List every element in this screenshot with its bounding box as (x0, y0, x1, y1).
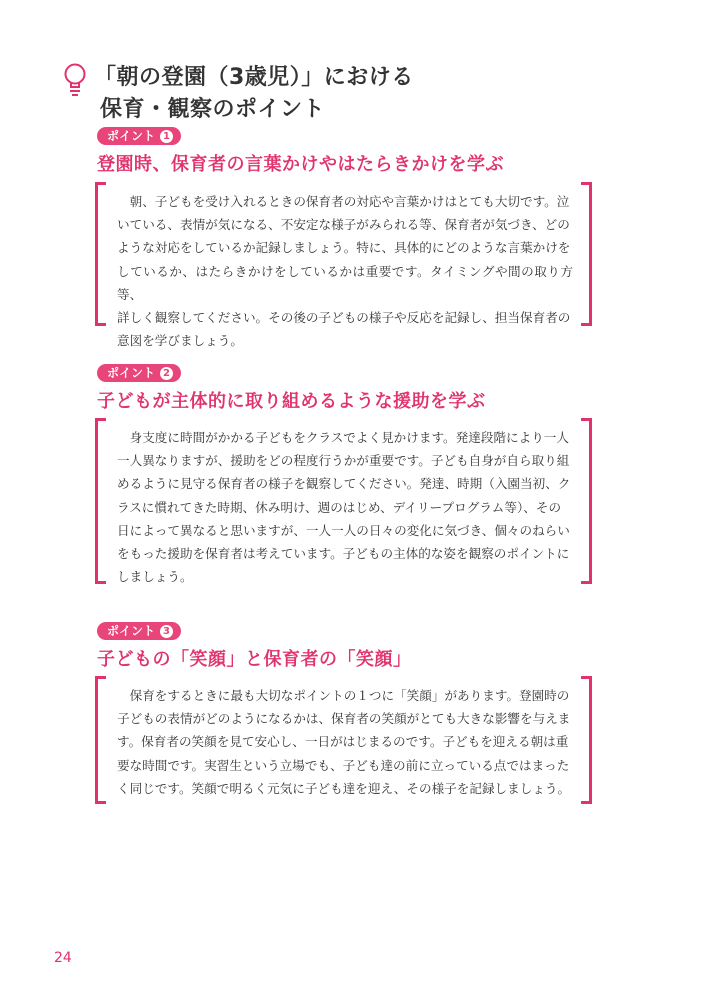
bracket-left-2 (95, 418, 106, 584)
body-line: ような対応をしているか記録しましょう。特に、具体的にどのような言葉かけを (117, 240, 571, 256)
body-line: 要な時間です。実習生という立場でも、子ども達の前に立っている点ではまった (117, 757, 570, 773)
body-line: しているか、はたらきかけをしているかは重要です。タイミングや間の取り方等、 (117, 263, 573, 302)
body-line: 意図を学びましょう。 (117, 333, 243, 349)
point-heading-2: 子どもが主体的に取り組めるような援助を学ぶ (97, 391, 486, 412)
point-body-1 (117, 190, 573, 352)
body-line: 保育をするときに最も大切なポイントの１つに「笑顔」があります。登園時の (117, 688, 570, 703)
body-line: 子どもの表情がどのようになるかは、保育者の笑顔がとても大きな影響を与えま (117, 711, 571, 727)
point-badge-1 (97, 127, 181, 145)
point-badge-label: ポイント (107, 624, 156, 638)
bracket-left-3 (95, 676, 106, 804)
bracket-right-3 (581, 676, 592, 804)
body-line: く同じです。笑顔で明るく元気に子ども達を迎え、その様子を記録しましょう。 (117, 780, 571, 796)
body-line: めるように見守る保育者の様子を観察してください。発達、時期（入園当初、ク (117, 476, 571, 492)
body-line: をもった援助を保育者は考えています。子どもの主体的な姿を観察のポイントに (117, 546, 570, 562)
body-line: ラスに慣れてきた時期、休み明け、週のはじめ、デイリープログラム等）、その (117, 499, 562, 515)
body-line: いている、表情が気になる、不安定な様子がみられる等、保育者が気づき、どの (117, 217, 570, 233)
body-line: 一人異なりますが、援助をどの程度行うかが重要です。子ども自身が自ら取り組 (117, 453, 570, 469)
bracket-left-1 (95, 182, 106, 326)
page-title-line1: 「朝の登園（3歳児）」における (94, 65, 414, 90)
body-line: 詳しく観察してください。その後の子どもの様子や反応を記録し、担当保育者の (117, 310, 571, 326)
point-badge-2 (97, 364, 181, 382)
point-number: 2 (160, 367, 173, 380)
page-title-line2: 保育・観察のポイント (100, 97, 326, 122)
point-number: 1 (160, 130, 173, 143)
body-line: しましょう。 (117, 569, 193, 585)
point-body-3 (117, 684, 573, 800)
bracket-right-1 (581, 182, 592, 326)
point-badge-3 (97, 622, 181, 640)
body-line: 朝、子どもを受け入れるときの保育者の対応や言葉かけはとても大切です。泣 (117, 194, 570, 209)
body-line: す。保育者の笑顔を見て安心し、一日がはじまるのです。子どもを迎える朝は重 (117, 734, 569, 750)
body-line: 身支度に時間がかかる子どもをクラスでよく見かけます。発達段階により一人 (117, 430, 569, 445)
point-badge-label: ポイント (107, 129, 156, 143)
point-heading-1: 登園時、保育者の言葉かけやはたらきかけを学ぶ (97, 154, 504, 175)
point-heading-3: 子どもの「笑顔」と保育者の「笑顔」 (97, 649, 412, 670)
point-number: 3 (160, 625, 173, 638)
bracket-right-2 (581, 418, 592, 584)
point-body-2 (117, 426, 573, 588)
lightbulb-icon (62, 63, 88, 97)
page-number: 24 (54, 950, 72, 966)
body-line: 日によって異なると思いますが、一人一人の日々の変化に気づき、個々のねらい (117, 522, 570, 538)
point-badge-label: ポイント (107, 366, 156, 380)
